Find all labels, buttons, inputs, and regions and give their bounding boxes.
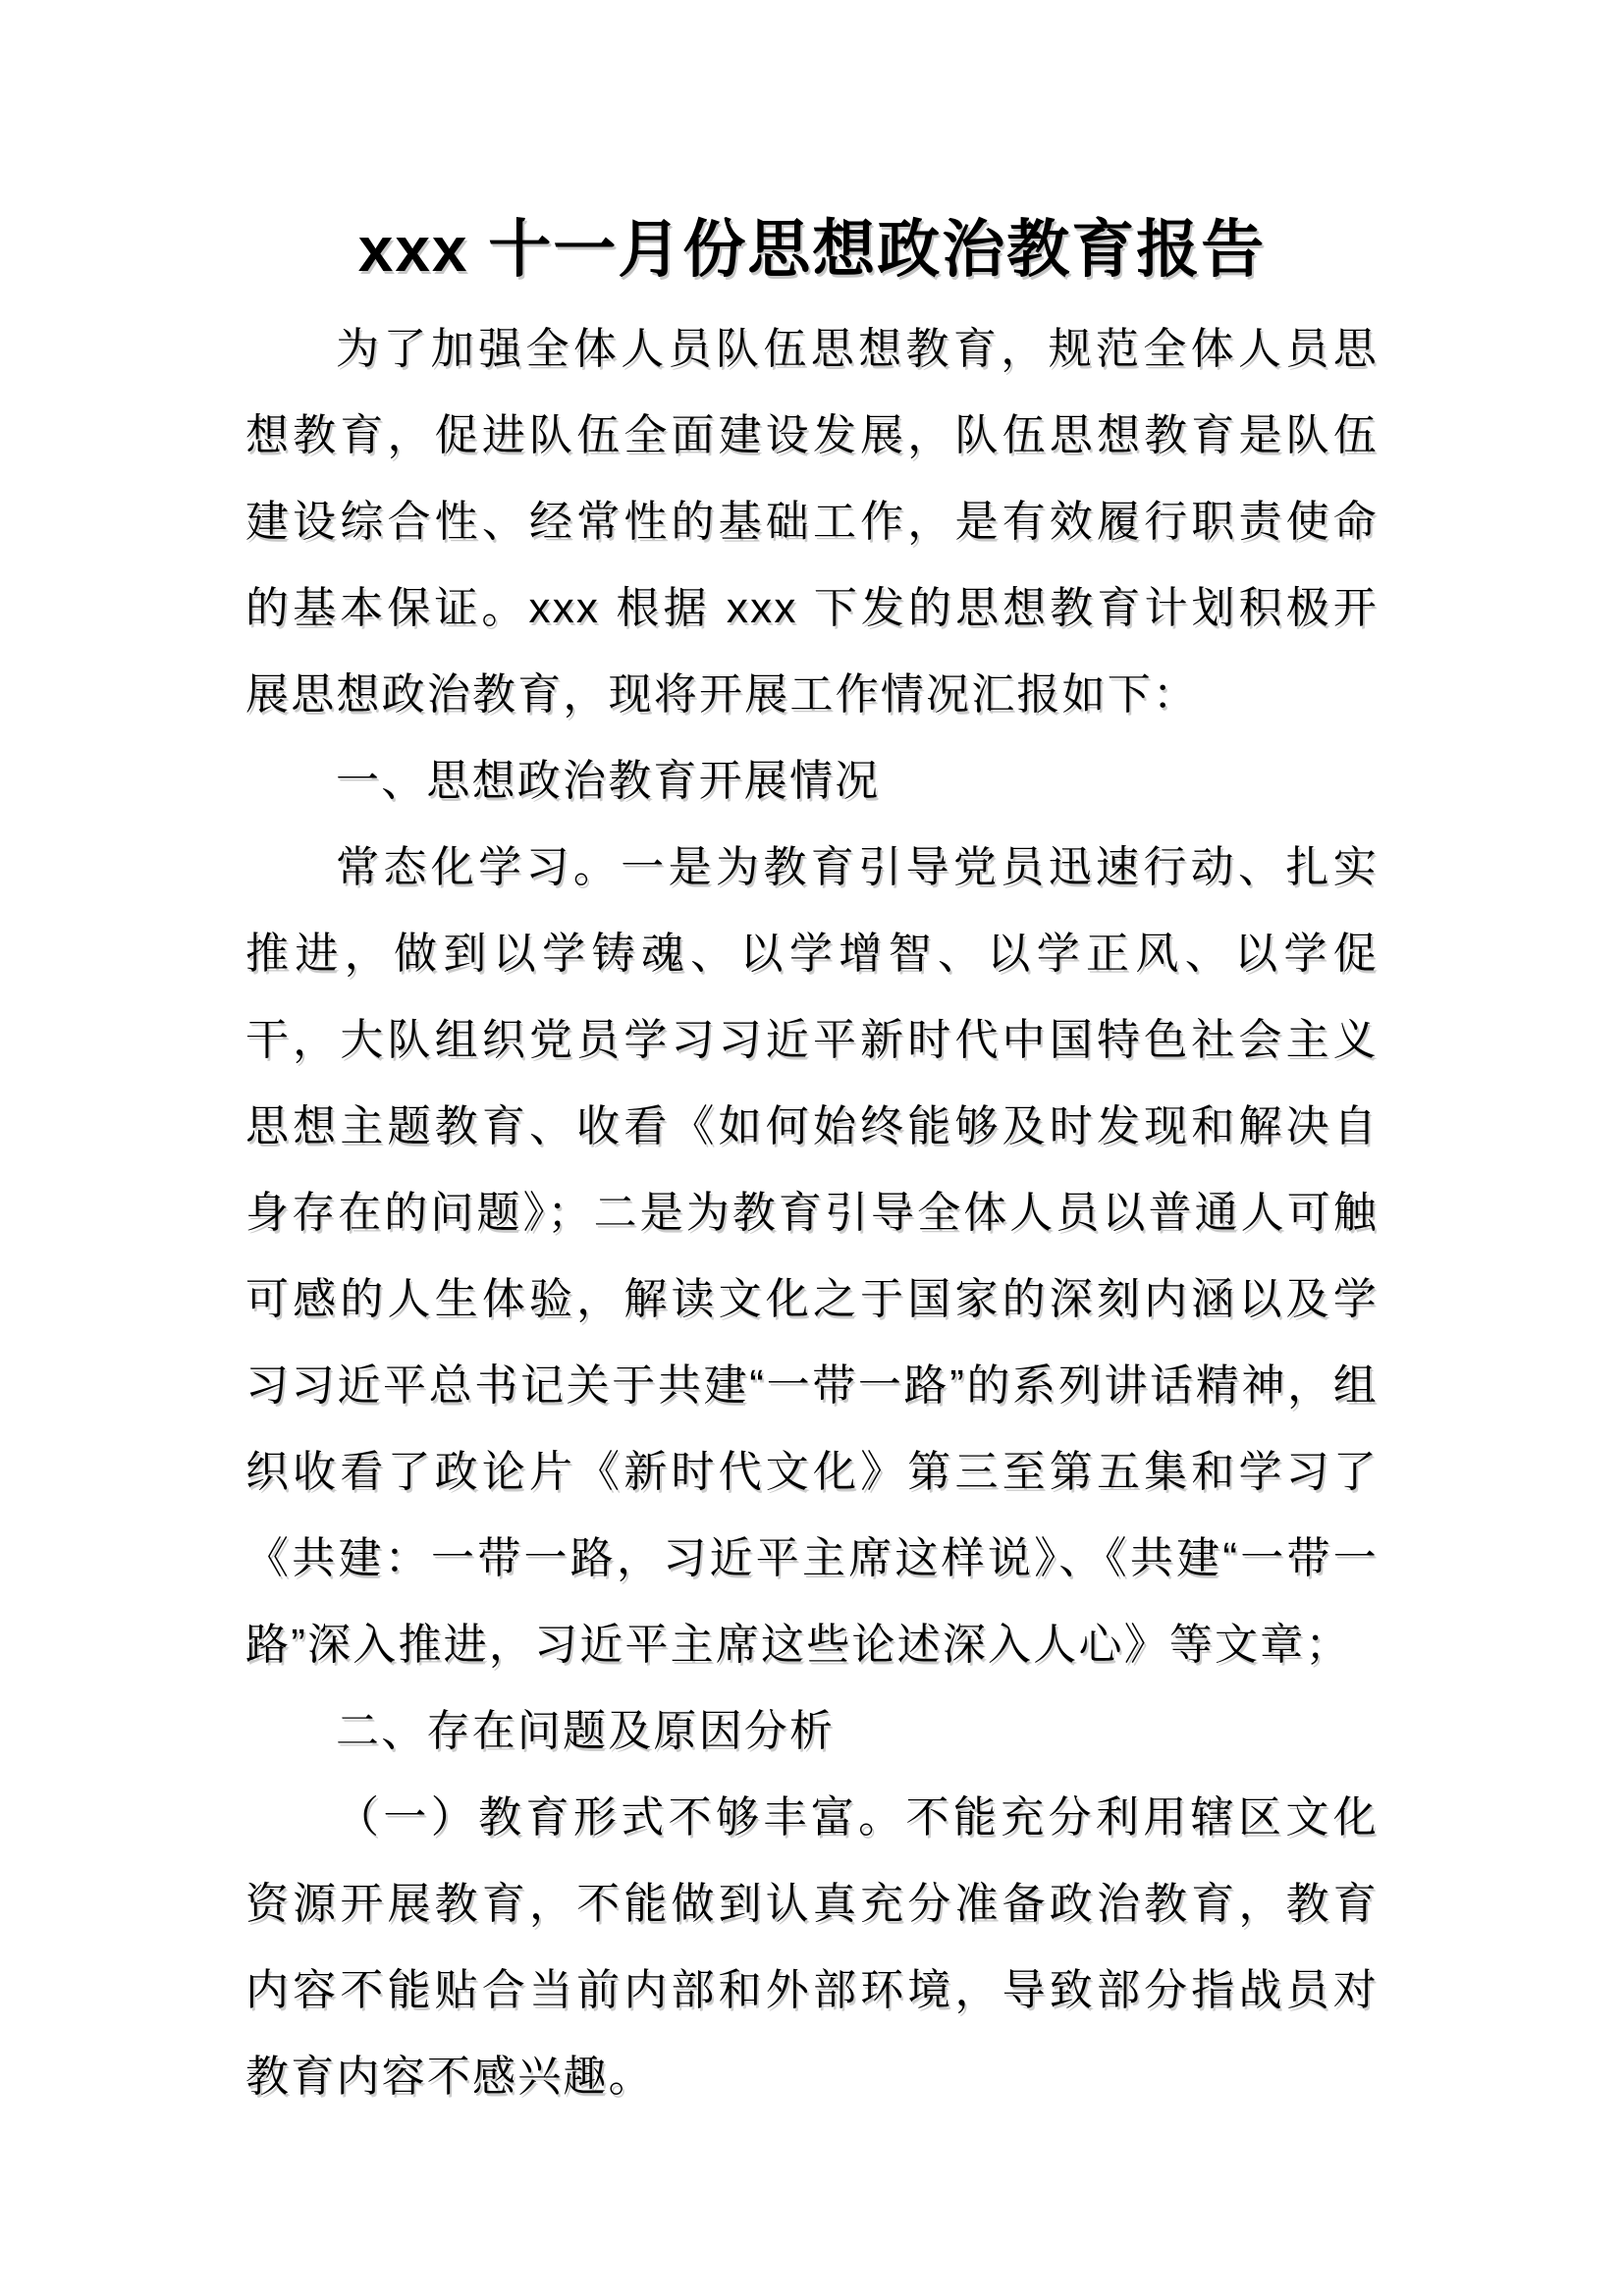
section-heading-1: 一、思想政治教育开展情况 — [336, 757, 881, 805]
paragraph-section-2-body: （一）教育形式不够丰富。不能充分利用辖区文化资源开展教育，不能做到认真充分准备政治教育，教育内容不能贴合当前内部和外部环境，导致部分指战员对教育内容不感兴趣。 — [245, 1793, 1379, 2101]
document-title: xxx 十一月份思想政治教育报告 — [357, 214, 1267, 285]
section-heading-2: 二、存在问题及原因分析 — [336, 1707, 836, 1755]
paragraph-intro: 为了加强全体人员队伍思想教育，规范全体人员思想教育，促进队伍全面建设发展，队伍思想教育是队伍建设综合性、经常性的基础工作，是有效履行职责使命的基本保证。xxx 根据 xxx 下发的思想教育计划积极开展思想政治教育，现将开展工作情况汇报如下： — [245, 325, 1379, 719]
paragraph-section-1-body: 常态化学习。一是为教育引导党员迅速行动、扎实推进，做到以学铸魂、以学增智、以学正风、以学促干，大队组织党员学习习近平新时代中国特色社会主义思想主题教育、收看《如何始终能够及时发现和解决自身存在的问题》；二是为教育引导全体人员以普通人可触可感的人生体验，解读文化之于国家的深刻内涵以及学习习近平总书记关于共建“一带一路”的系列讲话精神，组织收看了政论片《新时代文化》第三至第五集和学习了《共建：一带一路，习近平主席这样说》、《共建“一带一路”深入推进，习近平主席这些论述深入人心》等文章； — [245, 843, 1379, 1669]
